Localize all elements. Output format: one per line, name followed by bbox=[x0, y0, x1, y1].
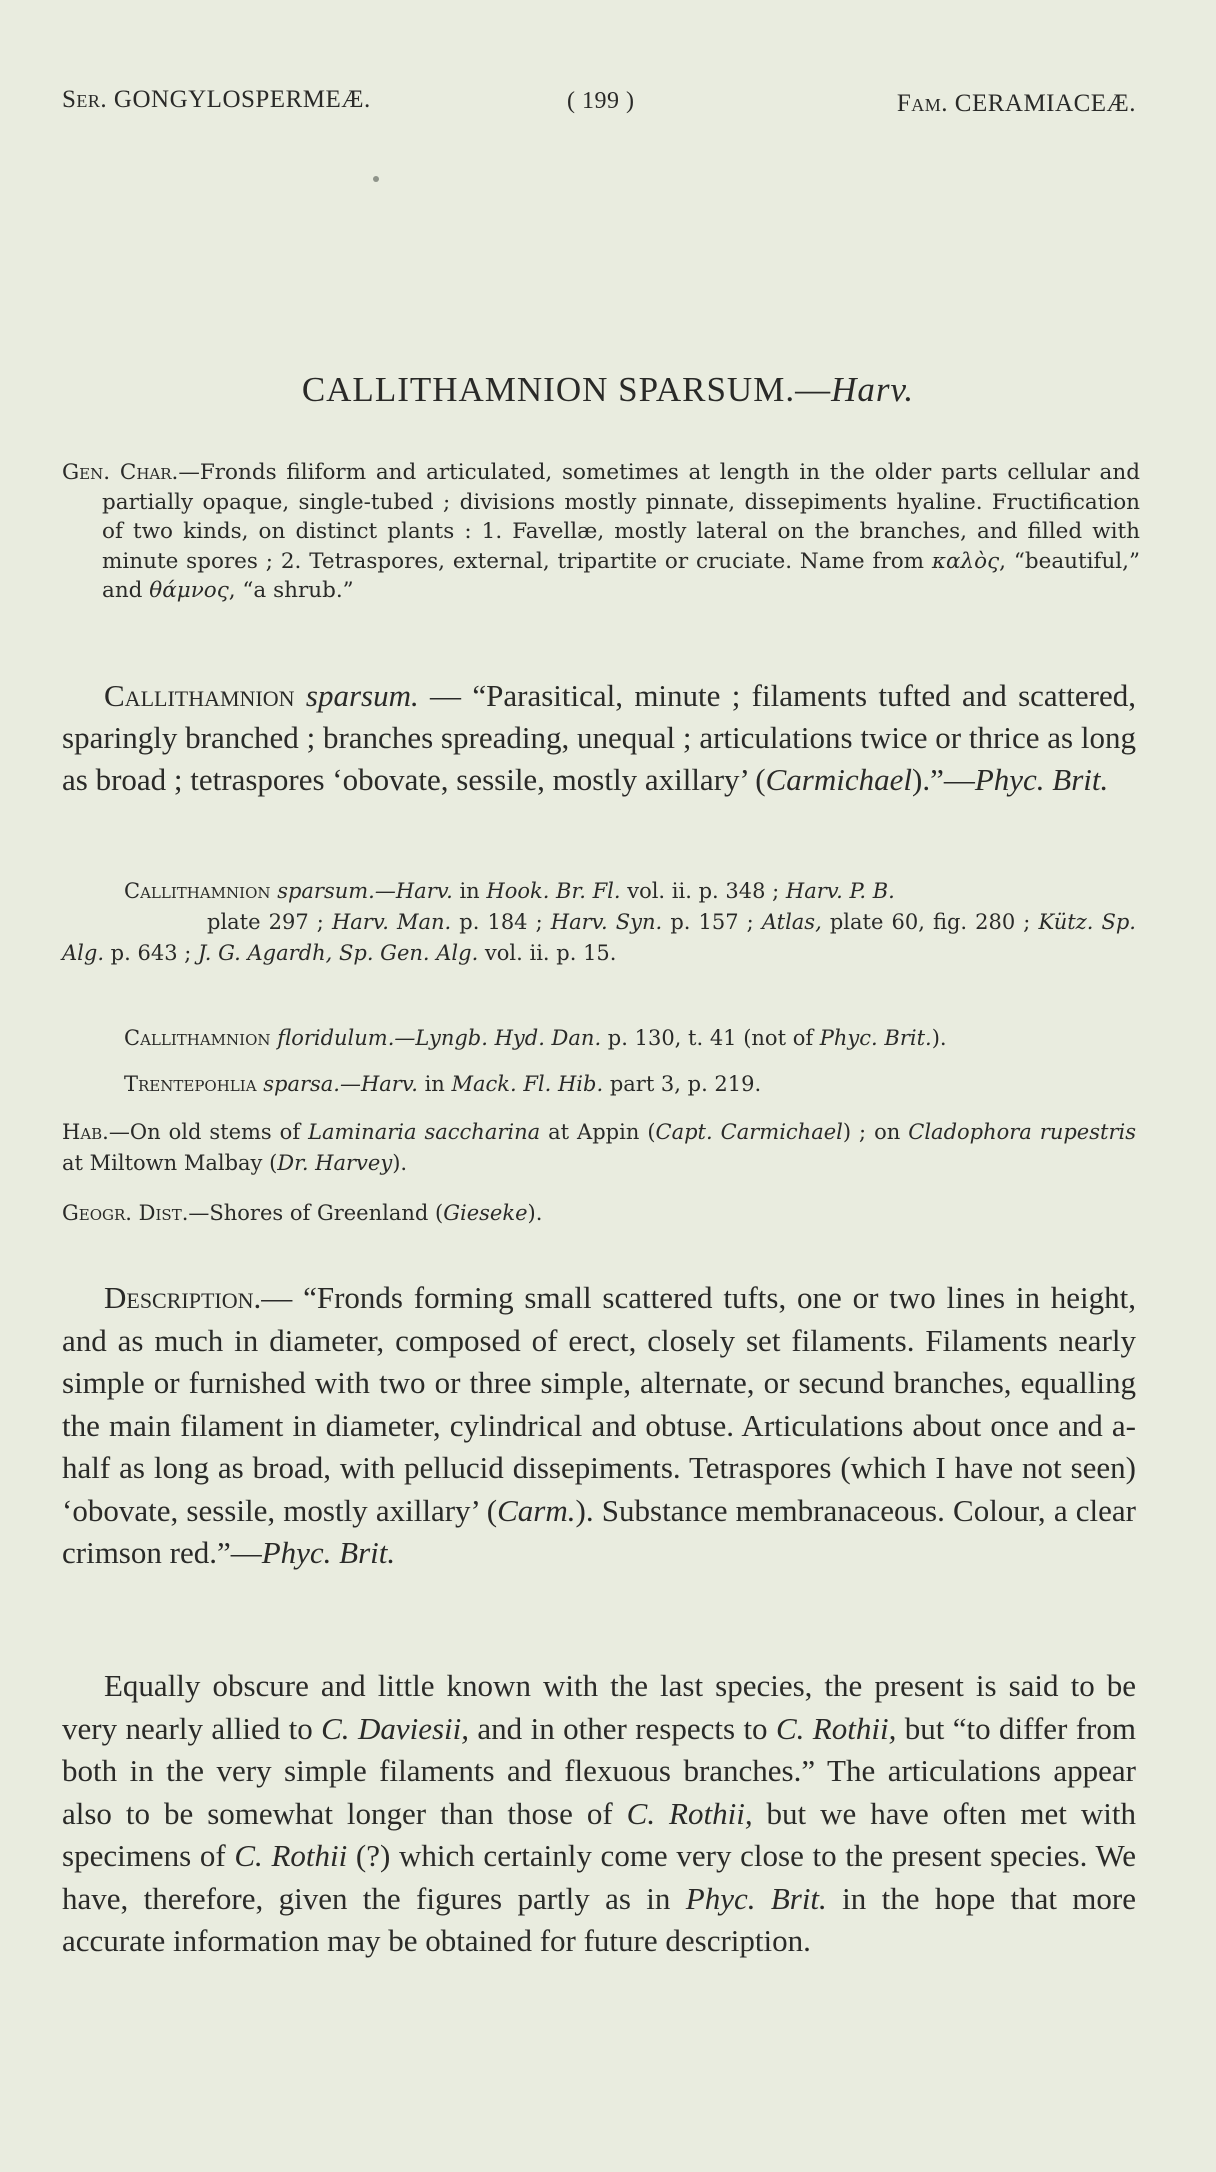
synonym-3-text: in bbox=[417, 1072, 452, 1096]
description-text: — “Fronds forming small scattered tufts, one or two lines in height, and as much in diameter, composed of erect, closely set filaments. Filaments nearly simple or furnished with two or three simple, alternate, or secund branches, equalling the main filament in diameter, cylindrical and obtuse. Articulations about once and a-half as long as broad, with pellucid dissepiments. Tetraspores (which I have not seen) ‘obovate, sessile, mostly axillary’ ( bbox=[62, 1280, 1136, 1528]
synonym-1-ref: J. G. Agardh, Sp. Gen. Alg. bbox=[197, 941, 479, 965]
remarks-text: (?) which certainly come very close to the present species. We have, therefore, given the figures partly as in bbox=[62, 1838, 1136, 1916]
habitat-text: ). bbox=[392, 1151, 408, 1175]
description-authority: Carm. bbox=[497, 1492, 576, 1528]
synonym-entry bbox=[62, 876, 1136, 969]
remarks-species: C. Rothii, bbox=[775, 1710, 897, 1746]
title-author: Harv. bbox=[831, 370, 915, 409]
page-number: ( 199 ) bbox=[567, 88, 635, 114]
remarks-text: but “to differ from both in the very simple filaments and flexuous branches.” The articulations appear also to be somewhat longer than those of bbox=[62, 1710, 1136, 1831]
diagnosis-authority: Carmichael bbox=[765, 762, 912, 797]
synonym-1-ref: Harv. Man. bbox=[331, 910, 452, 934]
habitat-text: —On old stems of bbox=[108, 1120, 309, 1144]
synonym-3-text: part 3, p. 219. bbox=[603, 1072, 762, 1096]
synonym-1-text: plate 297 ; bbox=[207, 910, 332, 934]
greek-word-1: καλὸς bbox=[931, 548, 1000, 574]
synonym-1-text: p. 184 ; bbox=[451, 910, 551, 934]
synonym-3-genus: Trentepohlia bbox=[124, 1072, 257, 1096]
habitat-text: ) ; on bbox=[842, 1120, 909, 1144]
synonym-1-ref: Harv. P. B. bbox=[785, 879, 895, 903]
synonym-1-genus: Callithamnion bbox=[124, 879, 271, 903]
geography-lead: Geogr. Dist. bbox=[62, 1201, 189, 1225]
synonym-1 bbox=[62, 879, 1136, 965]
synonym-1-text: p. 157 ; bbox=[662, 910, 762, 934]
diagnosis-species: sparsum. bbox=[305, 678, 419, 713]
gen-char-text-3: , “a shrub.” bbox=[228, 578, 354, 603]
habitat-collector: Capt. Carmichael bbox=[655, 1120, 843, 1144]
series-heading: Ser. GONGYLOSPERMEÆ. bbox=[62, 86, 371, 113]
synonym-1-text: vol. ii. p. 15. bbox=[478, 941, 617, 965]
diagnosis-text-2: ).”— bbox=[912, 762, 975, 797]
generic-character-text bbox=[62, 458, 1140, 606]
geography-text: —Shores of Greenland ( bbox=[188, 1201, 444, 1225]
title-name: CALLITHAMNION SPARSUM.— bbox=[301, 370, 832, 409]
synonym-1-ref: Atlas, bbox=[761, 910, 822, 934]
habitat bbox=[62, 1117, 1136, 1179]
synonym-entry bbox=[62, 1023, 1136, 1054]
greek-word-2: θάμνος bbox=[149, 578, 229, 603]
synonym-1-ref: Kütz. Sp. Alg. bbox=[62, 910, 1136, 965]
remarks-paragraph bbox=[62, 1665, 1136, 1963]
synonym-1-text: vol. ii. p. 348 ; bbox=[620, 879, 786, 903]
habitat-host: Laminaria saccharina bbox=[308, 1120, 541, 1144]
remarks-text: in the hope that more accurate information may be obtained for future description. bbox=[62, 1880, 1136, 1958]
synonym-1-text: p. 643 ; bbox=[104, 941, 198, 965]
synonym-3 bbox=[62, 1072, 761, 1096]
remarks-species: C. Rothii, bbox=[626, 1795, 753, 1831]
diagnosis-text-1: — “Parasitical, minute ; filaments tufted and scattered, sparingly branched ; branches spreading, unequal ; articulations twice or thrice as long as broad ; tetraspores ‘obovate, sessile, mostly axillary’ ( bbox=[62, 678, 1136, 797]
synonym-1-species: sparsum.—Harv. bbox=[277, 879, 453, 903]
description-source: Phyc. Brit. bbox=[261, 1535, 396, 1570]
species-title bbox=[0, 370, 1216, 410]
geography-text: ). bbox=[527, 1201, 543, 1225]
synonym-entry bbox=[62, 1069, 1136, 1100]
geographic-distribution bbox=[62, 1198, 1136, 1229]
remarks-species: C. Rothii bbox=[234, 1838, 348, 1873]
habitat-text: at Miltown Malbay ( bbox=[62, 1151, 278, 1175]
synonym-1-ref: Harv. Syn. bbox=[550, 910, 663, 934]
habitat-collector: Dr. Harvey bbox=[277, 1151, 393, 1175]
remarks-text: but we have often met with specimens of bbox=[62, 1795, 1136, 1873]
gen-char-text-2: , “beautiful,” and bbox=[102, 548, 1141, 603]
synonym-3-species: sparsa.—Harv. bbox=[263, 1072, 418, 1096]
synonym-2-genus: Callithamnion bbox=[124, 1026, 271, 1050]
synonym-2-text: ). bbox=[931, 1026, 947, 1050]
print-speck bbox=[373, 176, 379, 182]
description-lead: Description. bbox=[104, 1280, 262, 1315]
habitat-text: at Appin ( bbox=[540, 1120, 656, 1144]
diagnosis-source: Phyc. Brit. bbox=[974, 762, 1109, 797]
synonym-2-text: p. 130, t. 41 (not of bbox=[601, 1026, 820, 1050]
generic-character bbox=[62, 458, 1140, 606]
synonym-3-ref: Mack. Fl. Hib. bbox=[451, 1072, 604, 1096]
running-header bbox=[62, 86, 1136, 126]
remarks-text: and in other respects to bbox=[469, 1710, 776, 1746]
remarks-source: Phyc. Brit. bbox=[685, 1880, 827, 1916]
synonym-1-ref: Hook. Br. Fl. bbox=[486, 879, 621, 903]
diagnosis-genus: Callithamnion bbox=[104, 678, 295, 713]
gen-char-text-1: —Fronds filiform and articulated, sometimes at length in the older parts cellular and partially opaque, single-tubed ; divisions mostly pinnate, dissepiments hyaline. Fructification of two kinds, on distinct plants : 1. Favellæ, mostly lateral on the branches, and filled with minute spores ; 2. Tetraspores, external, tripartite or cruciate. Name from bbox=[102, 460, 1140, 574]
family-heading: Fam. CERAMIACEÆ. bbox=[896, 90, 1136, 117]
synonym-2-ref: Phyc. Brit. bbox=[819, 1026, 932, 1050]
synonym-2-species: floridulum.—Lyngb. Hyd. Dan. bbox=[277, 1026, 602, 1050]
description-paragraph bbox=[62, 1277, 1136, 1575]
species-diagnosis bbox=[62, 675, 1136, 801]
habitat-host: Cladophora rupestris bbox=[908, 1120, 1136, 1144]
synonym-2 bbox=[62, 1026, 947, 1050]
habitat-lead: Hab. bbox=[62, 1120, 109, 1144]
synonym-1-text: in bbox=[452, 879, 487, 903]
remarks-text: Equally obscure and little known with the last species, the present is said to be very nearly allied to bbox=[62, 1668, 1136, 1746]
geography-source: Gieseke bbox=[443, 1201, 528, 1225]
description-text: ). Substance membranaceous. Colour, a clear crimson red.”— bbox=[62, 1492, 1136, 1570]
remarks-species: C. Daviesii, bbox=[321, 1710, 470, 1746]
gen-char-lead: Gen. Char. bbox=[62, 460, 179, 485]
synonym-1-text: plate 60, fig. 280 ; bbox=[821, 910, 1039, 934]
